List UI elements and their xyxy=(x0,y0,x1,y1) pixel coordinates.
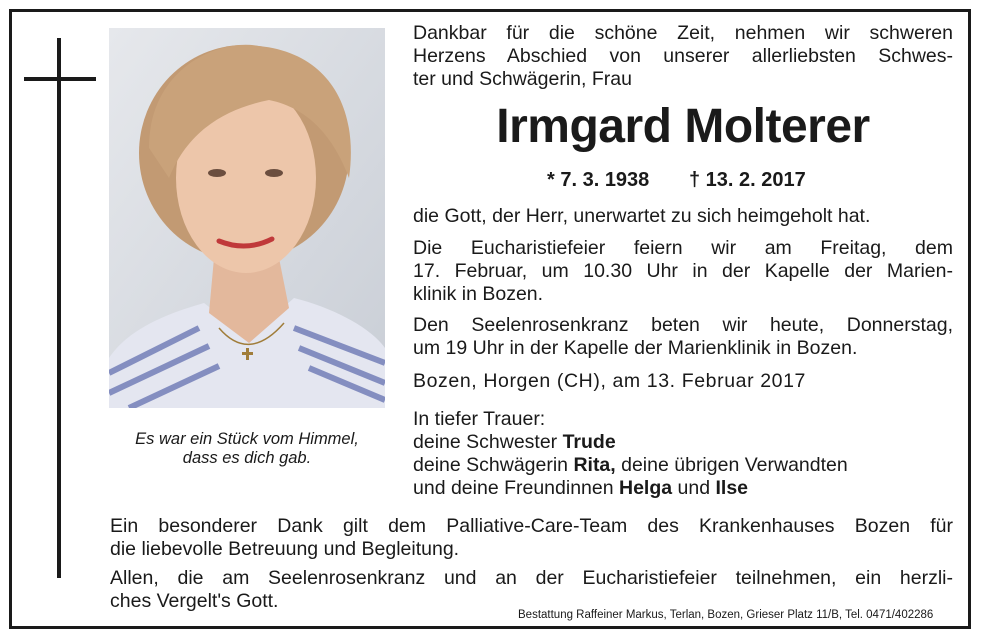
cross-icon xyxy=(57,38,61,578)
deceased-name: Irmgard Molterer xyxy=(496,100,870,153)
intro-line: Dankbar für die schöne Zeit, nehmen wir schweren xyxy=(413,22,953,44)
body-line: die Gott, der Herr, unerwartet zu sich heimgeholt hat. xyxy=(413,205,871,227)
photo-caption xyxy=(100,430,394,468)
mourners-line: deine Schwester Trude xyxy=(413,431,616,453)
funeral-home-footer: Bestattung Raffeiner Markus, Terlan, Bozen, Grieser Platz 11/B, Tel. 0471/402286 xyxy=(518,609,934,621)
thanks-line: Ein besonderer Dank gilt dem Palliative-Care-Team des Krankenhauses Bozen für xyxy=(110,515,953,537)
birth-date: * 7. 3. 1938 xyxy=(547,169,650,191)
cross-icon-bar xyxy=(24,77,96,81)
mourners-heading: In tiefer Trauer: xyxy=(413,408,546,430)
body-line: um 19 Uhr in der Kapelle der Marienklinik in Bozen. xyxy=(413,337,858,359)
portrait-photo xyxy=(109,28,385,408)
body-line: klinik in Bozen. xyxy=(413,283,544,305)
body-line: 17. Februar, um 10.30 Uhr in der Kapelle der Marien- xyxy=(413,260,953,282)
intro-line: Herzens Abschied von unserer allerliebsten Schwes- xyxy=(413,45,953,67)
place-date-line: Bozen, Horgen (CH), am 13. Februar 2017 xyxy=(413,370,806,392)
death-date: † 13. 2. 2017 xyxy=(689,169,806,191)
intro-line: ter und Schwägerin, Frau xyxy=(413,68,632,90)
caption-line: dass es dich gab. xyxy=(182,449,312,467)
body-line: Die Eucharistiefeier feiern wir am Freitag, dem xyxy=(413,237,953,259)
thanks-line: Allen, die am Seelenrosenkranz und an der Eucharistiefeier teilnehmen, ein herzli- xyxy=(110,567,953,589)
thanks-line: die liebevolle Betreuung und Begleitung. xyxy=(110,538,460,560)
caption-line: Es war ein Stück vom Himmel, xyxy=(135,430,359,448)
body-line: Den Seelenrosenkranz beten wir heute, Donnerstag, xyxy=(413,314,953,336)
thanks-line: ches Vergelt's Gott. xyxy=(110,590,279,612)
mourners-line: und deine Freundinnen Helga und Ilse xyxy=(413,477,749,499)
mourners-line: deine Schwägerin Rita, deine übrigen Verwandten xyxy=(413,454,848,476)
